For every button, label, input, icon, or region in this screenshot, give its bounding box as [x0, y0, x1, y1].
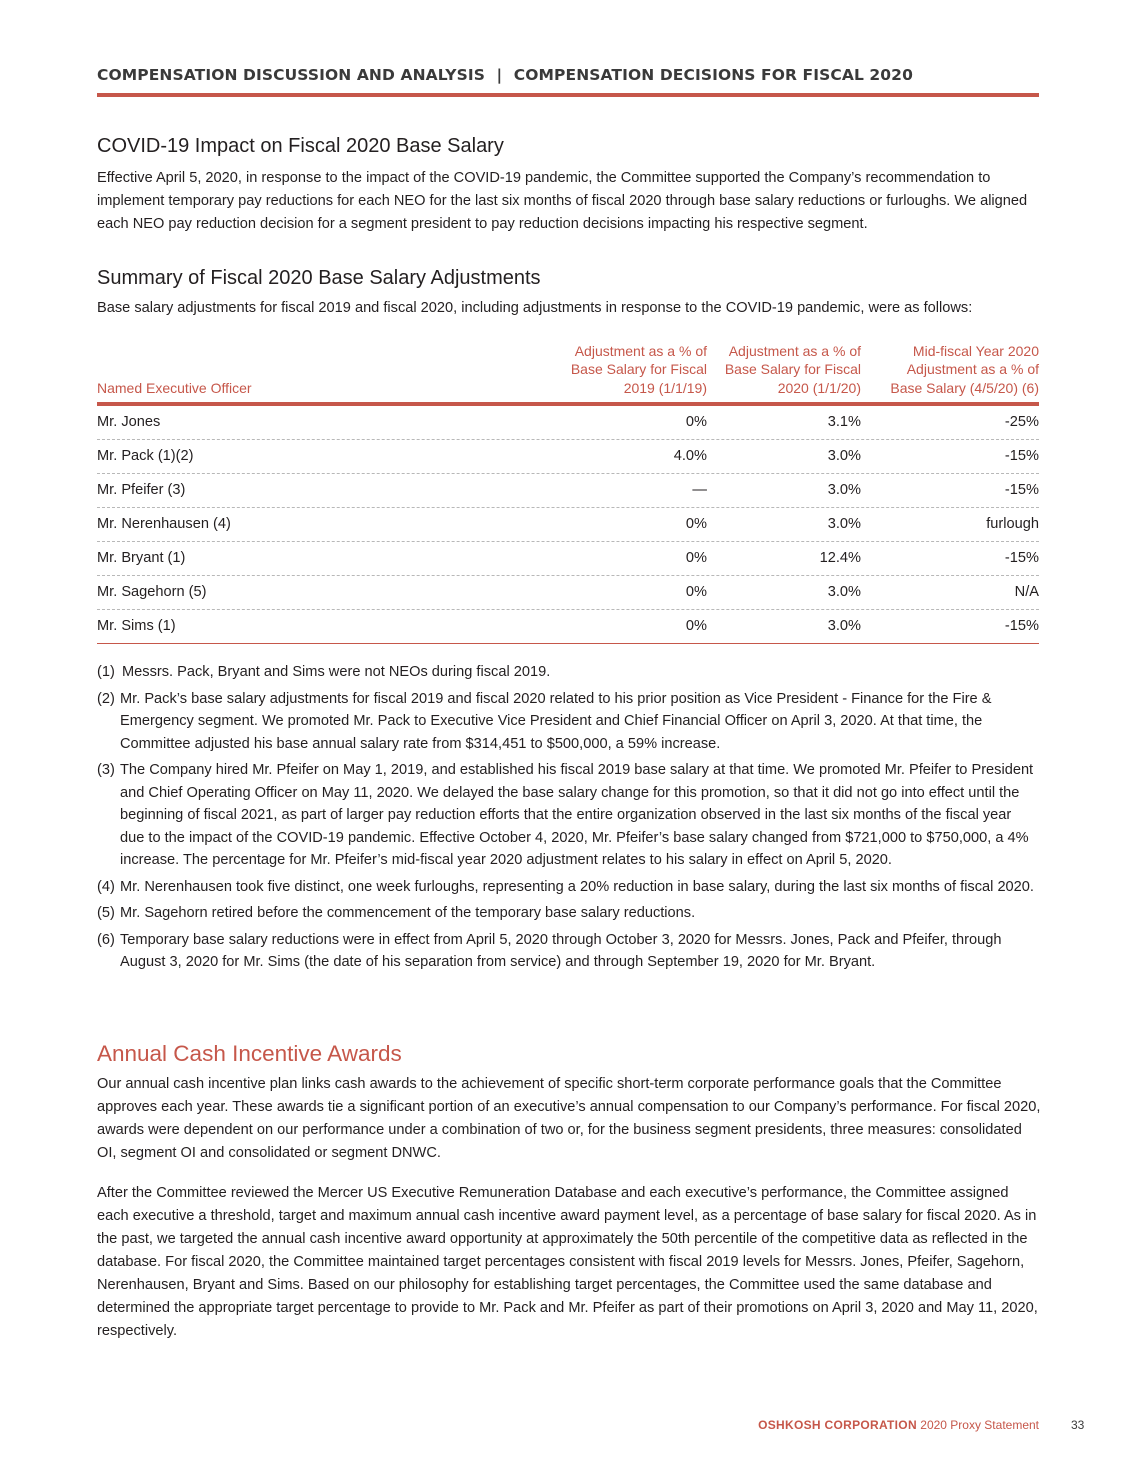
- footnote: [97, 902, 1039, 925]
- table-header: [97, 342, 1039, 402]
- adjustment-2020: 3.0%: [827, 482, 861, 498]
- table-row: [97, 542, 1039, 576]
- adjustment-2019: 0%: [685, 584, 707, 600]
- annual-paragraph-1: Our annual cash incentive plan links cash awards to the achievement of specific short-term corporate performance goals that the Committee approves each year. These awards tie a significant portion of an executive’s annual compensation to our Company’s performance. For fiscal 2020, awards were dependent on our performance under a combination of two or, for the business segment presidents, three measures: consolidated OI, segment OI and consolidated or segment DNWC.: [97, 1076, 1041, 1161]
- footnote-text: Temporary base salary reductions were in effect from April 5, 2020 through October 3, 2020 for Messrs. Jones, Pack and Pfeifer, through August 3, 2020 for Mr. Sims (the date of his separation from service) and through September 19, 2020 for Mr. Bryant.: [120, 931, 1002, 970]
- page-footer: [758, 1418, 1039, 1432]
- footnotes: [97, 661, 1039, 978]
- footnote-number: (2): [97, 690, 115, 707]
- header-mid-fiscal-2020: Mid-fiscal Year 2020 Adjustment as a % of Base Salary (4/5/20) (6): [890, 342, 1039, 396]
- footnote-text: Messrs. Pack, Bryant and Sims were not NEOs during fiscal 2019.: [122, 664, 551, 680]
- header-rule: [97, 93, 1039, 97]
- adjustment-mid-2020: -25%: [1004, 414, 1039, 430]
- officer-name: Mr. Jones: [97, 414, 161, 430]
- officer-name: Mr. Bryant (1): [97, 550, 186, 566]
- header-fiscal-2020: Adjustment as a % of Base Salary for Fiscal 2020 (1/1/20): [724, 342, 861, 396]
- annual-heading: Annual Cash Incentive Awards: [97, 1041, 402, 1066]
- salary-adjustments-table: [97, 342, 1039, 644]
- header-subsection: COMPENSATION DECISIONS FOR FISCAL 2020: [513, 66, 913, 84]
- footnote-number: (4): [97, 878, 115, 895]
- covid-body: Effective April 5, 2020, in response to the impact of the COVID-19 pandemic, the Committee supported the Company’s recommendation to implement temporary pay reductions for each NEO for the last six months of fiscal 2020 through base salary reductions or furloughs. We aligned each NEO pay reduction decision for a segment president to pay reduction decisions impacting his respective segment.: [97, 170, 1028, 232]
- adjustment-2019: 0%: [685, 414, 707, 430]
- table-row: [97, 610, 1039, 644]
- summary-intro: Base salary adjustments for fiscal 2019 and fiscal 2020, including adjustments in response to the COVID-19 pandemic, were as follows:: [97, 300, 973, 316]
- footnote: [97, 929, 1039, 974]
- header-separator: |: [496, 66, 503, 84]
- officer-name: Mr. Sims (1): [97, 618, 176, 634]
- adjustment-2020: 3.0%: [827, 584, 861, 600]
- table-row: [97, 508, 1039, 542]
- table-row: [97, 474, 1039, 508]
- adjustment-mid-2020: N/A: [1014, 584, 1039, 600]
- table-row: [97, 576, 1039, 610]
- table-row: [97, 440, 1039, 474]
- adjustment-2019: —: [692, 482, 707, 498]
- footnote: [97, 876, 1039, 899]
- header-section: COMPENSATION DISCUSSION AND ANALYSIS: [97, 66, 486, 84]
- officer-name: Mr. Pfeifer (3): [97, 482, 186, 498]
- adjustment-mid-2020: -15%: [1004, 550, 1039, 566]
- footnote-text: Mr. Nerenhausen took five distinct, one week furloughs, representing a 20% reduction in base salary, during the last six months of fiscal 2020.: [120, 878, 1034, 895]
- adjustment-2019: 4.0%: [673, 448, 707, 464]
- adjustment-2020: 3.0%: [827, 448, 861, 464]
- adjustment-2020: 3.0%: [827, 618, 861, 634]
- footer-brand: OSHKOSH CORPORATION: [758, 1418, 917, 1432]
- annual-paragraph-2: After the Committee reviewed the Mercer US Executive Remuneration Database and each executive’s performance, the Committee assigned each executive a threshold, target and maximum annual cash incentive award payment level, as a percentage of base salary for fiscal 2020. As in the past, we targeted the annual cash incentive award opportunity at approximately the 50th percentile of the competitive data as reflected in the database. For fiscal 2020, the Committee maintained target percentages consistent with fiscal 2019 levels for Messrs. Jones, Pfeifer, Sagehorn, Nerenhausen, Bryant and Sims. Based on our philosophy for establishing target percentages, the Committee used the same database and determined the appropriate target percentage to provide to Mr. Pack and Mr. Pfeifer as part of their promotions on April 3, 2020 and May 11, 2020, respectively.: [97, 1185, 1038, 1339]
- page-header: [97, 66, 1039, 84]
- header-officer: Named Executive Officer: [97, 379, 252, 396]
- footnote: [97, 688, 1039, 756]
- officer-name: Mr. Sagehorn (5): [97, 584, 207, 600]
- adjustment-2020: 3.0%: [827, 516, 861, 532]
- footnote-text: Mr. Sagehorn retired before the commencement of the temporary base salary reductions.: [120, 905, 696, 921]
- summary-heading: Summary of Fiscal 2020 Base Salary Adjustments: [97, 267, 541, 289]
- footnote: [97, 759, 1039, 872]
- adjustment-2020: 12.4%: [819, 550, 861, 566]
- footnote-number: (5): [97, 905, 115, 921]
- officer-name: Mr. Nerenhausen (4): [97, 516, 231, 532]
- footnote-text: The Company hired Mr. Pfeifer on May 1, 2019, and established his fiscal 2019 base salary at that time. We promoted Mr. Pfeifer to President and Chief Operating Officer on May 11, 2020. We delayed the base salary change for this promotion, so that it did not go into effect until the beginning of fiscal 2021, as part of larger pay reduction efforts that the entire organization observed in the last six months of the fiscal year due to the impact of the COVID-19 pandemic. Effective October 4, 2020, Mr. Pfeifer’s base salary changed from $721,000 to $750,000, a 4% increase. The percentage for Mr. Pfeifer’s mid-fiscal year 2020 adjustment relates to his salary in effect on April 5, 2020.: [120, 762, 1034, 868]
- adjustment-mid-2020: -15%: [1004, 482, 1039, 498]
- adjustment-2019: 0%: [685, 618, 707, 634]
- footnote-number: (3): [97, 762, 115, 778]
- adjustment-mid-2020: -15%: [1004, 448, 1039, 464]
- adjustment-mid-2020: -15%: [1004, 618, 1039, 634]
- adjustment-mid-2020: furlough: [986, 516, 1039, 532]
- covid-heading: COVID-19 Impact on Fiscal 2020 Base Salary: [97, 135, 504, 157]
- footnote: [97, 661, 1039, 684]
- adjustment-2019: 0%: [685, 550, 707, 566]
- header-fiscal-2019: Adjustment as a % of Base Salary for Fiscal 2019 (1/1/19): [570, 342, 707, 396]
- page-number: 33: [1071, 1418, 1085, 1432]
- footnote-number: (6): [97, 931, 115, 948]
- adjustment-2020: 3.1%: [827, 414, 861, 430]
- officer-name: Mr. Pack (1)(2): [97, 448, 194, 464]
- footnote-number: (1): [97, 664, 115, 680]
- table-row: [97, 406, 1039, 440]
- table-body: [97, 406, 1039, 644]
- footnote-text: Mr. Pack’s base salary adjustments for fiscal 2019 and fiscal 2020 related to his prior position as Vice President - Finance for the Fire & Emergency segment. We promoted Mr. Pack to Executive Vice President and Chief Financial Officer on April 3, 2020. At that time, the Committee adjusted his base annual salary rate from $314,451 to $500,000, a 59% increase.: [120, 690, 992, 752]
- adjustment-2019: 0%: [685, 516, 707, 532]
- footer-document: 2020 Proxy Statement: [920, 1418, 1039, 1432]
